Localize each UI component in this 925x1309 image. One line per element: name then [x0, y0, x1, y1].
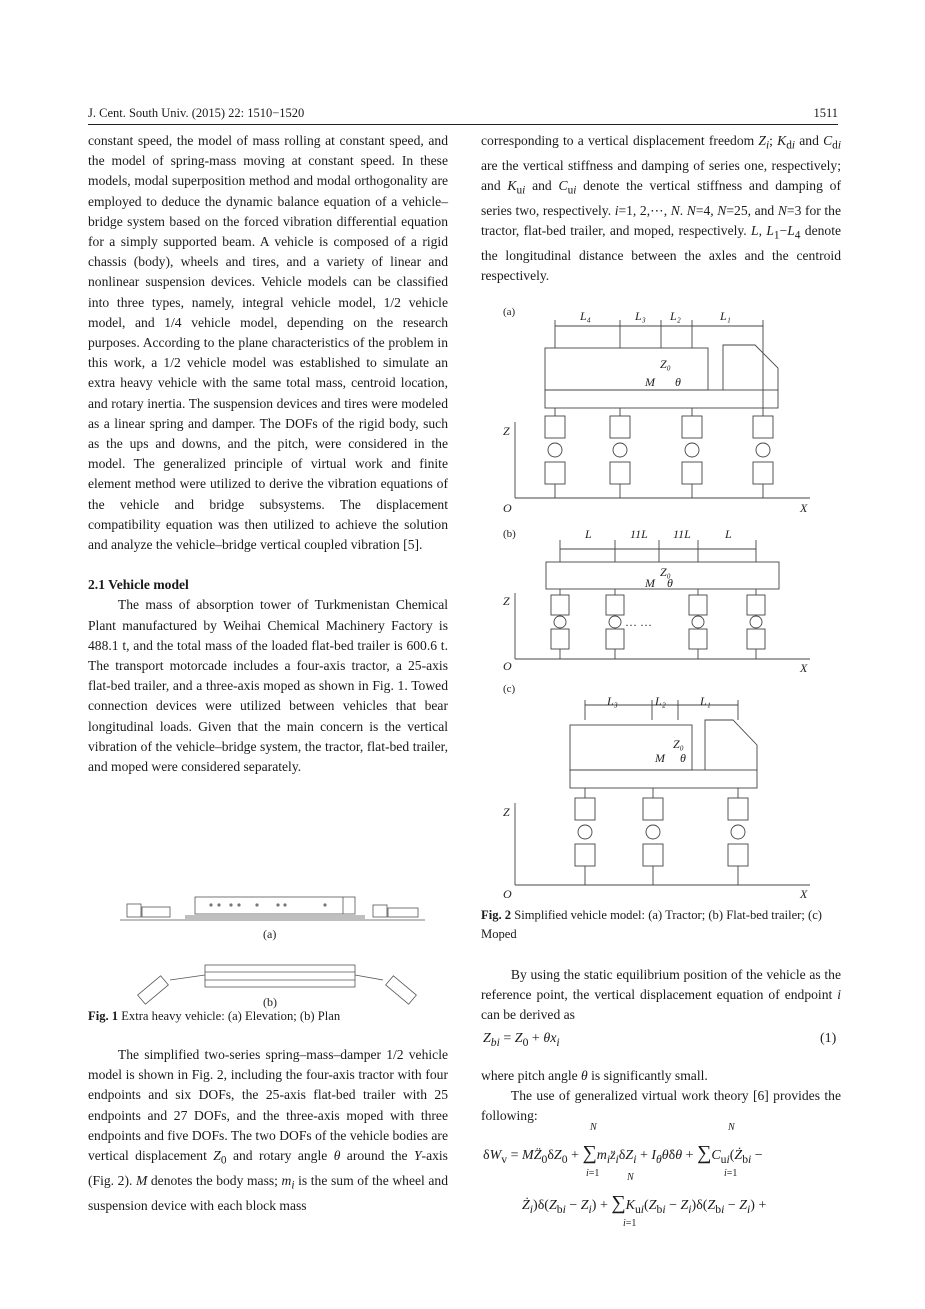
right-column-bottom-2	[481, 1066, 841, 1127]
left-column-bottom	[88, 1045, 448, 1216]
vehicle-elevation-plan-figure	[115, 895, 430, 1010]
svg-text:L₃: L₃	[635, 309, 646, 323]
equation-1-number: (1)	[820, 1031, 837, 1046]
fig2-label-a: (a)	[503, 306, 516, 318]
svg-text:L₃: L₃	[607, 694, 618, 708]
svg-text:X: X	[800, 501, 808, 515]
paragraph: constant speed, the model of mass rolling at constant speed, and the model of spring-mass moving at constant speed. In these models, modal superposition method and modal orthogonality are employed to deduce the dynamic balance equation of a vehicle–bridge system based on the forced vibration differential equation for a simply supported beam. A vehicle is composed of a rigid chassis (body), wheels and tires, and a variety of linear and nonlinear suspension devices. Vehicle models can be classified into three types, namely, integral vehicle model, 1/2 vehicle model, and 1/4 vehicle model, depending on the research purposes. According to the plane characteristics of the problem in this work, a 1/2 vehicle model was established to simulate an extra heavy vehicle with the same total mass, centroid location, and rotary inertia. The suspension devices and tires were modeled as a linear spring and damper. The DOFs of the rigid body, such as the ups and downs, and the pitch, were considered in the model. The generalized principle of virtual work and finite element method were utilized to derive the vibration equations of the vehicle and bridge subsystems. The displacement compatibility equation was then utilized to achieve the solution and analyze the vehicle–bridge vertical coupled vibration [5].	[88, 133, 448, 553]
paragraph: corresponding to a vertical displacement freedom $Z_i$; $K_{di}$ and $C_{di}$ are the vertical stiffness and damping of series one, respectively; and $K_{ui}$ and $C_{ui}$ denote the vertical stiffness and damping of series two, respectively. i=1, 2,⋯, N. N=4, N=25, and N=3 for the tractor, flat-bed trailer, and moped, respectively. L, $L_1-L_4$ denote the longitudinal distance between the axles and the centroid respectively.	[481, 133, 842, 284]
svg-text:L₁: L₁	[700, 694, 711, 708]
paragraph: The use of generalized virtual work theory [6] provides the following:	[481, 1088, 841, 1124]
svg-text:M: M	[655, 751, 665, 765]
figure-1-caption: Fig. 1 Extra heavy vehicle: (a) Elevation; (b) Plan	[88, 1009, 341, 1023]
section-heading: 2.1 Vehicle model	[88, 577, 189, 593]
fig1-label-b: (b)	[263, 995, 277, 1009]
svg-text:Z₀: Z₀	[660, 357, 671, 371]
svg-text:L₂: L₂	[670, 309, 681, 323]
svg-text:θ: θ	[680, 751, 686, 765]
paragraph: By using the static equilibrium position of the vehicle as the reference point, the vertical displacement equation of endpoint i can be derived as	[481, 967, 841, 1023]
right-column-bottom	[481, 965, 841, 1026]
svg-text:L₁: L₁	[720, 309, 731, 323]
svg-text:Z₀: Z₀	[660, 565, 671, 579]
svg-text:L: L	[725, 527, 732, 541]
figure-2-caption: Fig. 2 Simplified vehicle model: (a) Tractor; (b) Flat-bed trailer; (c) Moped	[481, 908, 822, 941]
figure-1	[115, 895, 430, 1010]
right-column	[481, 131, 841, 287]
paragraph: The mass of absorption tower of Turkmenistan Chemical Plant manufactured by Weihai Chemical Machinery Factory is 488.1 t, and the total mass of the loaded flat-bed trailer is 600.6 t. The transport motorcade includes a four-axis tractor, a 25-axis flat-bed trailer, and a three-axis moped as shown in Fig. 1. Towed connection devices were utilized between vehicles that bear longitudinal loads. Given that the main concern is the vertical vibration of the vehicle–bridge system, the tractor, flat-bed trailer, and moped were considered separately.	[88, 597, 448, 775]
equation-1: $Z_{bi} = Z_0 + \theta x_i$	[483, 1031, 560, 1049]
journal-citation: J. Cent. South Univ. (2015) 22: 1510−1520	[88, 106, 305, 120]
svg-text:L: L	[585, 527, 592, 541]
svg-text:Z: Z	[503, 424, 510, 438]
svg-text:θ: θ	[675, 375, 681, 389]
svg-text:11L: 11L	[673, 527, 691, 541]
svg-text:Z: Z	[503, 594, 510, 608]
svg-text:M: M	[645, 576, 655, 590]
fig2-label-c: (c)	[503, 683, 516, 695]
svg-text:11L: 11L	[630, 527, 648, 541]
simplified-vehicle-model-diagram	[495, 300, 840, 900]
equation-2-line-2: $Ż_i)\delta(Z_{bi} - Z_i) + \sum K_{ui}(Z_{bi} - Z_i)\delta(Z_{bi} - Z_i)$ +	[522, 1192, 767, 1216]
svg-text:O: O	[503, 887, 512, 900]
left-column	[88, 131, 448, 777]
svg-text:X: X	[800, 887, 808, 900]
svg-text:M: M	[645, 375, 655, 389]
equation-2-line-1: $\delta W_v$ = $MZ̈_0\delta Z_0$ + $\sum m_iz̈_i\delta Z_i$ + $I_\theta\thetä\delta\theta$ + $\sum C_{ui}(Ż_{bi}$ −	[483, 1142, 763, 1166]
fig2-label-b: (b)	[503, 528, 516, 540]
page-number: 1511	[813, 106, 838, 120]
svg-text:L₄: L₄	[580, 309, 591, 323]
paragraph: where pitch angle θ is significantly small.	[481, 1068, 708, 1083]
svg-text:L₂: L₂	[655, 694, 666, 708]
svg-text:… …: … …	[625, 615, 652, 629]
svg-text:O: O	[503, 501, 512, 515]
svg-text:X: X	[800, 661, 808, 675]
svg-text:O: O	[503, 659, 512, 673]
svg-text:Z₀: Z₀	[673, 737, 684, 751]
svg-text:Z: Z	[503, 805, 510, 819]
fig1-label-a: (a)	[263, 927, 277, 941]
svg-text:θ: θ	[667, 576, 673, 590]
running-header	[88, 106, 838, 125]
figure-2	[495, 300, 840, 900]
paragraph: The simplified two-series spring–mass–damper 1/2 vehicle model is shown in Fig. 2, including the four-axis tractor with four endpoints and six DOFs, the 25-axis flat-bed trailer with 25 endpoints and 27 DOFs, and the three-axis moped with three endpoints and five DOFs. The two DOFs of the vehicle bodies are vertical displacement $Z_0$ and rotary angle θ around the Y-axis (Fig. 2). M denotes the body mass; $m_i$ is the sum of the wheel and suspension device with each block mass	[88, 1047, 449, 1213]
